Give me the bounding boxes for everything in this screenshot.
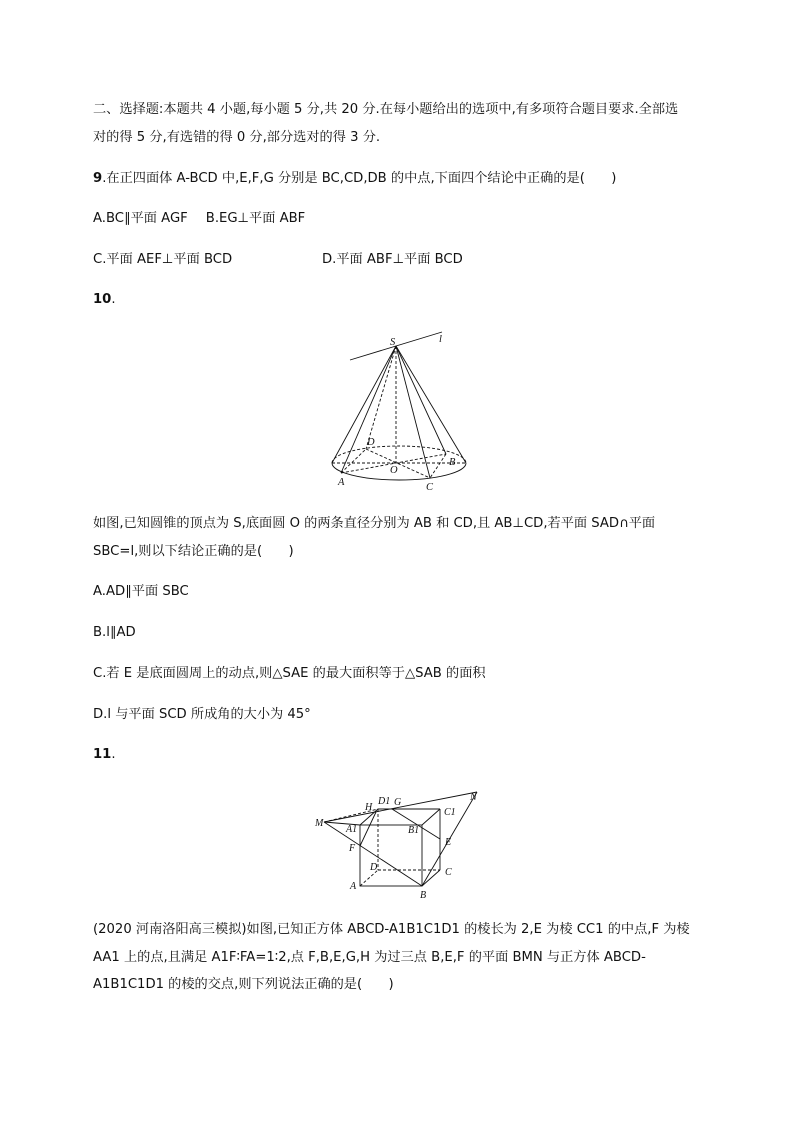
q10-label-S: S — [390, 337, 396, 348]
q10-cone-figure — [320, 330, 480, 495]
q11-edge-BC — [422, 870, 440, 886]
q10-option-c: C.若 E 是底面圆周上的动点,则△SAE 的最大面积等于△SAB 的面积 — [93, 666, 486, 681]
q10-label-O: O — [390, 465, 398, 476]
q11-label-D1: D1 — [378, 796, 391, 807]
q10-edge-left — [332, 346, 396, 463]
q11-label-E: E — [445, 837, 452, 848]
q10-base-front — [332, 463, 466, 480]
q11-cube-figure — [312, 786, 492, 898]
q10-stem-line2: SBC=l,则以下结论正确的是( ) — [93, 544, 294, 559]
q11-line-FH — [360, 812, 376, 846]
q11-heading — [93, 746, 116, 764]
q11-label-G: G — [394, 797, 402, 808]
q11-label-B1: B1 — [408, 825, 420, 836]
q10-edge-SA — [341, 346, 396, 473]
q9-stem-text: .在正四面体 A-BCD 中,E,F,G 分别是 BC,CD,DB 的中点,下面四个结论中正确的是( ) — [102, 171, 617, 186]
q9-option-c: C.平面 AEF⊥平面 BCD — [93, 252, 233, 267]
q10-option-d: D.l 与平面 SCD 所成角的大小为 45° — [93, 707, 311, 722]
q10-label-A: A — [338, 477, 345, 488]
q10-diameter-CD — [366, 449, 430, 478]
q10-edge-SD — [366, 346, 396, 449]
q11-label-A: A — [350, 881, 357, 892]
q9-options-ab — [93, 210, 305, 228]
q11-label-B: B — [420, 890, 427, 898]
q10-label-D: D — [367, 437, 375, 448]
q9-option-a: A.BC∥平面 AGF — [93, 211, 188, 226]
q11-stem-line1: (2020 河南洛阳高三模拟)如图,已知正方体 ABCD-A1B1C1D1 的棱长为 2,E 为棱 CC1 的中点,F 为棱 — [93, 922, 690, 937]
q11-label-C: C — [445, 867, 452, 878]
q9-option-b: B.EG⊥平面 ABF — [205, 211, 306, 226]
q10-edge-SB — [396, 346, 446, 454]
q9-stem — [93, 170, 616, 188]
q11-label-N: N — [470, 792, 477, 803]
q10-number: 10 — [93, 292, 112, 307]
q11-edge-B1C1 — [422, 809, 440, 825]
q11-number: 11 — [93, 747, 112, 762]
q11-label-M: M — [315, 818, 324, 829]
q10-heading — [93, 291, 116, 309]
q10-label-C: C — [426, 482, 434, 493]
q9-option-d: D.平面 ABF⊥平面 BCD — [322, 252, 463, 267]
q10-option-b: B.l∥AD — [93, 625, 136, 640]
section-heading-line1: 二、选择题:本题共 4 小题,每小题 5 分,共 20 分.在每小题给出的选项中,有多项符合题目要求.全部选 — [93, 102, 679, 117]
q11-stem-line3: A1B1C1D1 的棱的交点,则下列说法正确的是( ) — [93, 977, 394, 992]
q11-label-H: H — [365, 802, 373, 813]
q11-label-C1: C1 — [444, 807, 456, 818]
q10-option-a: A.AD∥平面 SBC — [93, 584, 189, 599]
q11-label-F: F — [349, 843, 356, 854]
q11-stem-line2: AA1 上的点,且满足 A1F∶FA=1∶2,点 F,B,E,G,H 为过三点 B,E,F 的平面 BMN 与正方体 ABCD- — [93, 950, 646, 965]
q10-dot: . — [111, 292, 116, 307]
q10-edge-right — [396, 346, 466, 463]
q10-stem-line1: 如图,已知圆锥的顶点为 S,底面圆 O 的两条直径分别为 AB 和 CD,且 AB⊥CD,若平面 SAD∩平面 — [93, 516, 656, 531]
q11-label-A1: A1 — [346, 824, 358, 835]
q10-chord-BC — [430, 454, 446, 478]
q10-label-B: B — [449, 457, 456, 468]
q9-number: 9 — [93, 171, 103, 186]
q11-dot: . — [111, 747, 116, 762]
section-heading-line2: 对的得 5 分,有选错的得 0 分,部分选对的得 3 分. — [93, 130, 381, 145]
q11-label-D: D — [370, 862, 378, 873]
q10-label-l: l — [439, 334, 442, 345]
